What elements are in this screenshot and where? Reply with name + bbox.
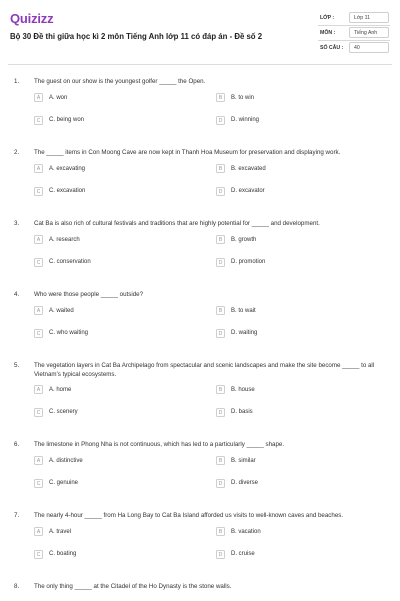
answer-option[interactable] (216, 164, 366, 176)
option-text: C. who waiting (49, 330, 89, 336)
option-letter-box: B (216, 527, 225, 536)
option-text: A. research (49, 236, 80, 243)
option-text: D. basis (231, 409, 253, 415)
question-list (0, 74, 400, 601)
option-text: D. promotion (231, 259, 266, 265)
option-text: A. won (49, 94, 68, 101)
question-item (0, 74, 400, 145)
answer-option[interactable] (216, 306, 366, 318)
meta-value: 40 (354, 45, 360, 51)
option-letter-box: C (34, 187, 43, 196)
answer-option[interactable] (34, 235, 184, 247)
option-text: B. excavated (231, 165, 266, 172)
meta-row-class (318, 12, 390, 27)
option-letter-box: D (216, 550, 225, 559)
option-letter-box: D (216, 116, 225, 125)
option-text: C. being won (49, 117, 85, 123)
option-text: C. conservation (49, 259, 91, 265)
worksheet-header (0, 0, 400, 62)
option-text: B. growth (231, 236, 257, 243)
question-number: 6. (14, 441, 20, 448)
option-letter-box: C (34, 550, 43, 559)
answer-option[interactable] (216, 329, 366, 341)
option-text: D. diverse (231, 480, 259, 486)
option-text: B. to wait (231, 307, 256, 314)
option-text: A. waited (49, 307, 74, 314)
option-letter-box: A (34, 93, 43, 102)
option-letter-box: C (34, 329, 43, 338)
answer-option[interactable] (34, 408, 184, 420)
option-text: D. excavator (231, 188, 265, 194)
answer-option[interactable] (34, 187, 184, 199)
question-item (0, 508, 400, 579)
option-letter-box: A (34, 306, 43, 315)
question-number: 4. (14, 291, 20, 298)
question-item (0, 287, 400, 358)
answer-option[interactable] (216, 527, 366, 539)
answer-option[interactable] (34, 550, 184, 562)
answer-option[interactable] (34, 116, 184, 128)
option-text: A. home (49, 386, 72, 393)
question-number: 1. (14, 78, 20, 85)
option-letter-box: C (34, 116, 43, 125)
meta-row-question-count (318, 42, 390, 57)
option-letter-box: A (34, 456, 43, 465)
meta-label: LỚP : (320, 15, 335, 21)
answer-option[interactable] (216, 408, 366, 420)
question-item (0, 145, 400, 216)
meta-divider (318, 40, 390, 41)
option-text: D. cruise (231, 551, 255, 557)
answer-option[interactable] (216, 235, 366, 247)
question-text: The _____ items in Con Moong Cave are now kept in Thanh Hoa Museum for preservation and displaying work. (34, 149, 341, 156)
option-letter-box: C (34, 408, 43, 417)
answer-option[interactable] (216, 187, 366, 199)
answer-option[interactable] (34, 385, 184, 397)
option-text: C. excavation (49, 188, 86, 194)
question-text: The nearly 4-hour _____ from Ha Long Bay to Cat Ba Island afforded us visits to well-known caves and beaches. (34, 512, 344, 519)
worksheet-title: Bộ 30 Đề thi giữa học kì 2 môn Tiếng Anh lớp 11 có đáp án - Đề số 2 (10, 32, 263, 41)
question-text: Who were those people _____ outside? (34, 291, 144, 298)
meta-value: Lớp 11 (354, 15, 370, 21)
question-item (0, 216, 400, 287)
meta-row-subject (318, 27, 390, 42)
option-text: A. excavating (49, 165, 86, 172)
question-number: 8. (14, 583, 20, 590)
question-item (0, 437, 400, 508)
option-letter-box: D (216, 479, 225, 488)
option-text: D. winning (231, 117, 260, 123)
question-number: 3. (14, 220, 20, 227)
answer-option[interactable] (34, 164, 184, 176)
option-text: C. genuine (49, 480, 79, 486)
meta-divider (318, 25, 390, 26)
option-text: B. vacation (231, 528, 261, 535)
option-letter-box: D (216, 258, 225, 267)
option-letter-box: B (216, 235, 225, 244)
answer-option[interactable] (34, 479, 184, 491)
option-letter-box: A (34, 527, 43, 536)
question-item (0, 358, 400, 437)
option-text: A. distinctive (49, 457, 83, 464)
question-number: 7. (14, 512, 20, 519)
option-letter-box: A (34, 235, 43, 244)
option-letter-box: A (34, 385, 43, 394)
header-divider (8, 64, 392, 65)
answer-option[interactable] (216, 93, 366, 105)
option-text: B. house (231, 386, 255, 393)
option-text: B. to win (231, 94, 255, 101)
option-text: B. similar (231, 457, 256, 464)
answer-option[interactable] (216, 258, 366, 270)
option-letter-box: B (216, 306, 225, 315)
option-text: D. waiting (231, 330, 258, 336)
question-text: The vegetation layers in Cat Ba Archipelago from spectacular and scenic landscapes and make the site become _____ to all Vietnam's typical ecosystems. (34, 362, 375, 378)
answer-option[interactable] (34, 93, 184, 105)
answer-option[interactable] (216, 116, 366, 128)
option-text: C. scenery (49, 409, 78, 415)
option-letter-box: B (216, 385, 225, 394)
meta-label: SỐ CÂU : (320, 45, 344, 51)
question-number: 5. (14, 362, 20, 369)
answer-option[interactable] (34, 258, 184, 270)
answer-option[interactable] (216, 479, 366, 491)
option-letter-box: B (216, 93, 225, 102)
question-text: The limestone in Phong Nha is not continuous, which has led to a particularly _____ shape. (34, 441, 285, 448)
option-letter-box: C (34, 258, 43, 267)
answer-option[interactable] (216, 456, 366, 468)
option-letter-box: B (216, 164, 225, 173)
answer-option[interactable] (34, 456, 184, 468)
answer-option[interactable] (34, 306, 184, 318)
quizizz-logo: Quizizz (10, 11, 54, 26)
answer-option[interactable] (34, 329, 184, 341)
question-text: The only thing _____ at the Citadel of the Ho Dynasty is the stone walls. (34, 583, 232, 590)
answer-option[interactable] (216, 550, 366, 562)
option-letter-box: C (34, 479, 43, 488)
meta-label: MÔN : (320, 30, 336, 36)
option-letter-box: D (216, 329, 225, 338)
option-text: A. travel (49, 528, 72, 535)
question-number: 2. (14, 149, 20, 156)
meta-value: Tiếng Anh (354, 30, 378, 36)
question-item (0, 579, 400, 601)
option-letter-box: B (216, 456, 225, 465)
question-text: The guest on our show is the youngest golfer _____ the Open. (34, 78, 206, 85)
option-letter-box: D (216, 187, 225, 196)
option-text: C. boating (49, 551, 77, 557)
answer-option[interactable] (34, 527, 184, 539)
question-text: Cat Ba is also rich of cultural festivals and traditions that are highly potential for _____ and development. (34, 220, 320, 227)
answer-option[interactable] (216, 385, 366, 397)
worksheet-meta (318, 12, 390, 57)
option-letter-box: D (216, 408, 225, 417)
option-letter-box: A (34, 164, 43, 173)
